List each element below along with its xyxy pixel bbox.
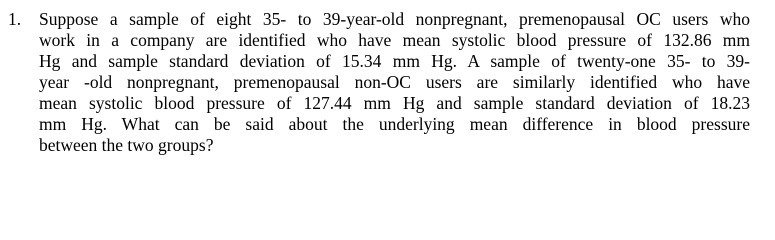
question-item — [8, 9, 750, 156]
question-line-3: Hg and sample standard deviation of 15.34 mm Hg. A sample of twenty-one 35- to 39- — [39, 51, 750, 71]
question-line-4: year -old nonpregnant, premenopausal non-OC users are similarly identified who have — [39, 72, 750, 92]
question-line-6: mm Hg. What can be said about the underlying mean difference in blood pressure — [39, 114, 750, 134]
question-line-5: mean systolic blood pressure of 127.44 mm Hg and sample standard deviation of 18.23 — [39, 93, 750, 113]
question-line-1: Suppose a sample of eight 35- to 39-year-old nonpregnant, premenopausal OC users who — [39, 9, 750, 29]
question-line-7: between the two groups? — [39, 135, 214, 155]
question-text — [39, 9, 750, 156]
question-line-2: work in a company are identified who have mean systolic blood pressure of 132.86 mm — [39, 30, 750, 50]
question-number: 1. — [8, 9, 22, 29]
